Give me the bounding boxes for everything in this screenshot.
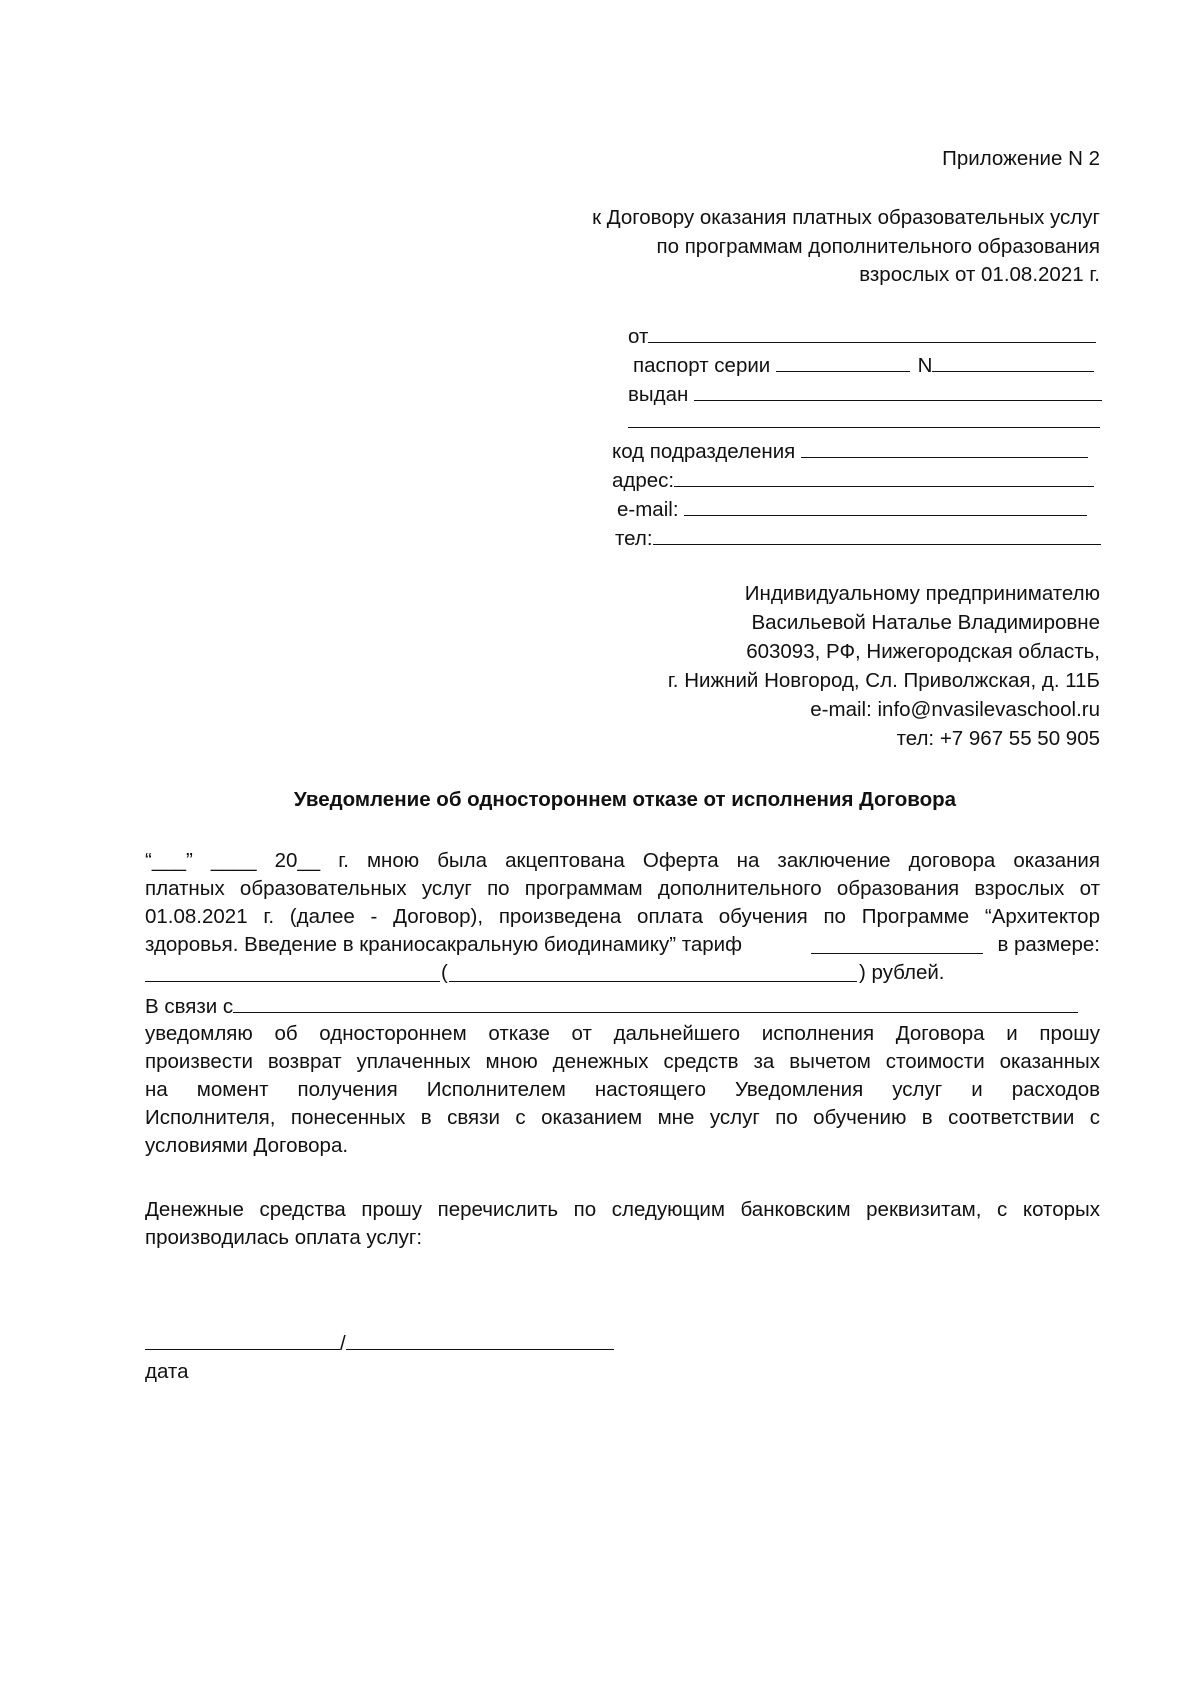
para1-line-1: “___” ____ 20__ г. мною была акцептована Оферта на заключение договора оказания: [145, 849, 1100, 872]
para1-line-2: платных образовательных услуг по программам дополнительного образования взрослых от: [145, 877, 1100, 900]
sender-email-label: e-mail:: [617, 498, 679, 521]
date-label: дата: [145, 1360, 189, 1383]
sender-passport-series-blank: [776, 351, 910, 372]
recipient-line-4: г. Нижний Новгород, Сл. Приволжская, д. 11Б: [667, 669, 1100, 692]
recipient-line-1: Индивидуальному предпринимателю: [744, 582, 1100, 605]
sender-passport-no-blank: [932, 351, 1094, 372]
para2-line-3: на момент получения Исполнителем настоящего Уведомления услуг и расходов: [145, 1078, 1100, 1101]
amount-currency: ) рублей.: [859, 961, 945, 984]
reason-label: В связи с: [145, 995, 234, 1018]
sender-phone-blank: [653, 524, 1101, 545]
reason-line: [145, 992, 1100, 1020]
reason-blank: [233, 992, 1078, 1013]
recipient-line-5: e-mail: info@nvasilevaschool.ru: [810, 698, 1100, 721]
para3-line-2: производилась оплата услуг:: [145, 1226, 423, 1249]
sender-issued-blank: [694, 380, 1102, 401]
para1-line-4-text: здоровья. Введение в краниосакральную биодинамику” тариф: [145, 933, 743, 956]
para2-line-2: произвести возврат уплаченных мною денежных средств за вычетом стоимости оказанных: [145, 1050, 1100, 1073]
sender-issued-field: [618, 380, 1100, 408]
sender-from-field: [618, 322, 1100, 350]
para2-line-5: условиями Договора.: [145, 1134, 349, 1157]
para2-line-1: уведомляю об одностороннем отказе от дальнейшего исполнения Договора и прошу: [145, 1022, 1100, 1045]
para3-line-1: Денежные средства прошу перечислить по следующим банковским реквизитам, с которых: [145, 1198, 1100, 1221]
para1-line-5: [145, 959, 1100, 987]
sender-from-blank: [648, 322, 1096, 343]
recipient-line-6: тел: +7 967 55 50 905: [896, 727, 1100, 750]
paragraph-bank-details: [145, 1196, 1100, 1252]
amount-words-blank: [449, 961, 857, 982]
sender-division-field: [612, 437, 1100, 465]
tariff-blank: [811, 933, 983, 954]
document-title: Уведомление об одностороннем отказе от исполнения Договора: [293, 788, 957, 811]
signature-blank: [346, 1329, 614, 1350]
sender-email-blank: [684, 495, 1087, 516]
signature-slash: /: [340, 1332, 346, 1355]
paragraph-refusal: [145, 992, 1100, 1160]
sender-issued-extra-field: [618, 407, 1100, 435]
sender-passport-label: паспорт серии: [633, 354, 771, 377]
amount-open-paren: (: [441, 961, 448, 984]
para2-line-4: Исполнителя, понесенных в связи с оказанием мне услуг по обучению в соответствии с: [145, 1106, 1100, 1129]
paragraph-payment: [145, 847, 1100, 987]
sender-email-field: [612, 495, 1100, 523]
para1-line-4-tail: в размере:: [997, 933, 1100, 956]
sender-issued-extra-blank: [628, 407, 1100, 428]
sender-phone-label: тел:: [615, 527, 653, 550]
date-blank: [145, 1329, 340, 1350]
contract-ref-line-3: взрослых от 01.08.2021 г.: [859, 263, 1100, 286]
contract-ref-line-2: по программам дополнительного образования: [656, 235, 1100, 258]
sender-issued-label: выдан: [628, 383, 689, 406]
sender-division-blank: [801, 437, 1088, 458]
sender-phone-field: [612, 524, 1100, 552]
recipient-line-3: 603093, РФ, Нижегородская область,: [746, 640, 1100, 663]
appendix-label: Приложение N 2: [942, 147, 1100, 170]
amount-digits-blank: [145, 961, 440, 982]
para1-line-3: 01.08.2021 г. (далее - Договор), произведена оплата обучения по Программе “Архитектор: [145, 905, 1100, 928]
sender-address-label: адрес:: [612, 469, 675, 492]
sender-from-label: от: [628, 325, 649, 348]
sender-passport-no-label: N: [917, 354, 933, 377]
contract-ref-line-1: к Договору оказания платных образовательных услуг: [592, 206, 1100, 229]
para1-line-4: [145, 931, 1100, 959]
sender-address-field: [612, 466, 1100, 494]
sender-passport-field: [618, 351, 1100, 379]
sender-division-label: код подразделения: [612, 440, 796, 463]
sender-address-blank: [674, 466, 1094, 487]
signature-line: [145, 1329, 645, 1357]
recipient-line-2: Васильевой Наталье Владимировне: [751, 611, 1100, 634]
